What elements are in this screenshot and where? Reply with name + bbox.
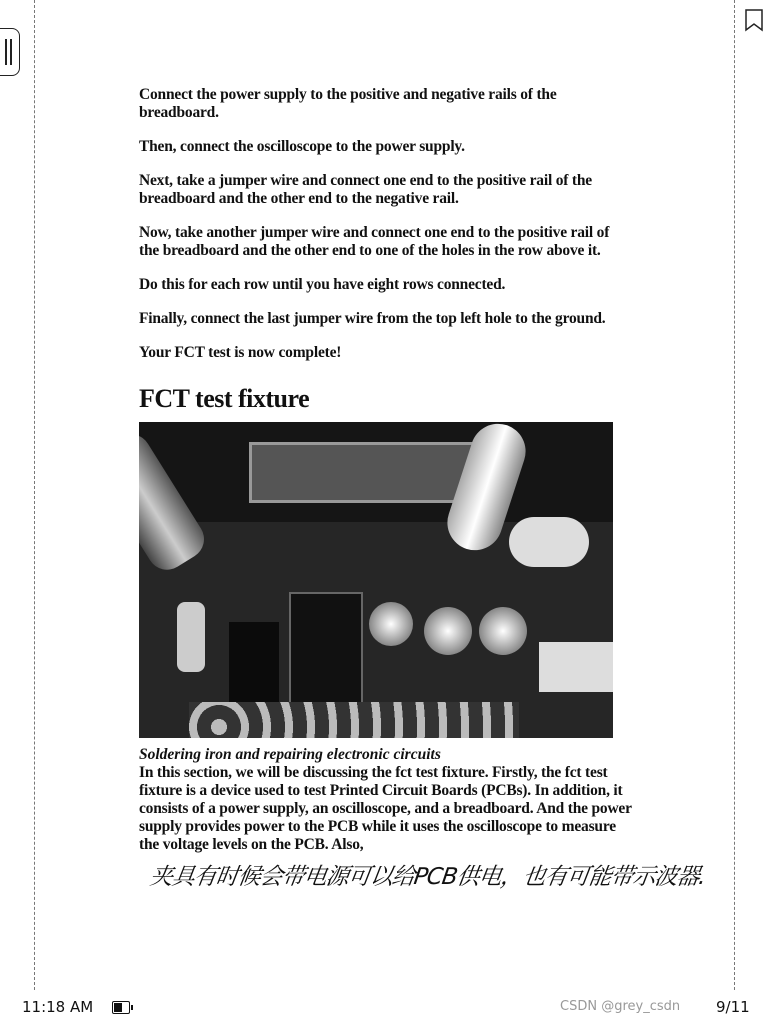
section-body: In this section, we will be discussing the fct test fixture. Firstly, the fct test fixture is a device used to test Printed Circuit Boards (PCBs). In addition, it consists of a power supply, an oscilloscope, and a breadboard. And the power supply provides power to the PCB while it uses the oscilloscope to measure the voltage levels on the PCB. Also, [139,764,632,853]
paragraph: Do this for each row until you have eight rows connected. [139,276,506,293]
battery-icon [112,1001,130,1014]
image-caption: Soldering iron and repairing electronic circuits [139,746,441,763]
page-content [139,86,707,892]
paragraph: Next, take a jumper wire and connect one end to the positive rail of the breadboard and the other end to the negative rail. [139,172,592,207]
menu-handle-icon[interactable] [0,28,20,76]
instructions [139,86,629,362]
clock: 11:18 AM [22,998,94,1016]
bookmark-icon[interactable] [744,8,764,32]
right-margin-line [734,0,735,990]
paragraph: Connect the power supply to the positive and negative rails of the breadboard. [139,86,557,121]
page-indicator: 9/11 [716,998,750,1016]
pcb-photo [139,422,613,738]
left-margin-line [34,0,35,990]
paragraph: Your FCT test is now complete! [139,344,342,361]
paragraph: Then, connect the oscilloscope to the power supply. [139,138,465,155]
watermark: CSDN @grey_csdn [560,999,681,1014]
handwritten-note: 夹具有时候会带电源可以给PCB供电，也有可能带示波器. [148,864,707,890]
section-heading: FCT test fixture [139,384,310,413]
paragraph: Now, take another jumper wire and connect one end to the positive rail of the breadboard and the other end to one of the holes in the row above it. [139,224,610,259]
paragraph: Finally, connect the last jumper wire from the top left hole to the ground. [139,310,606,327]
